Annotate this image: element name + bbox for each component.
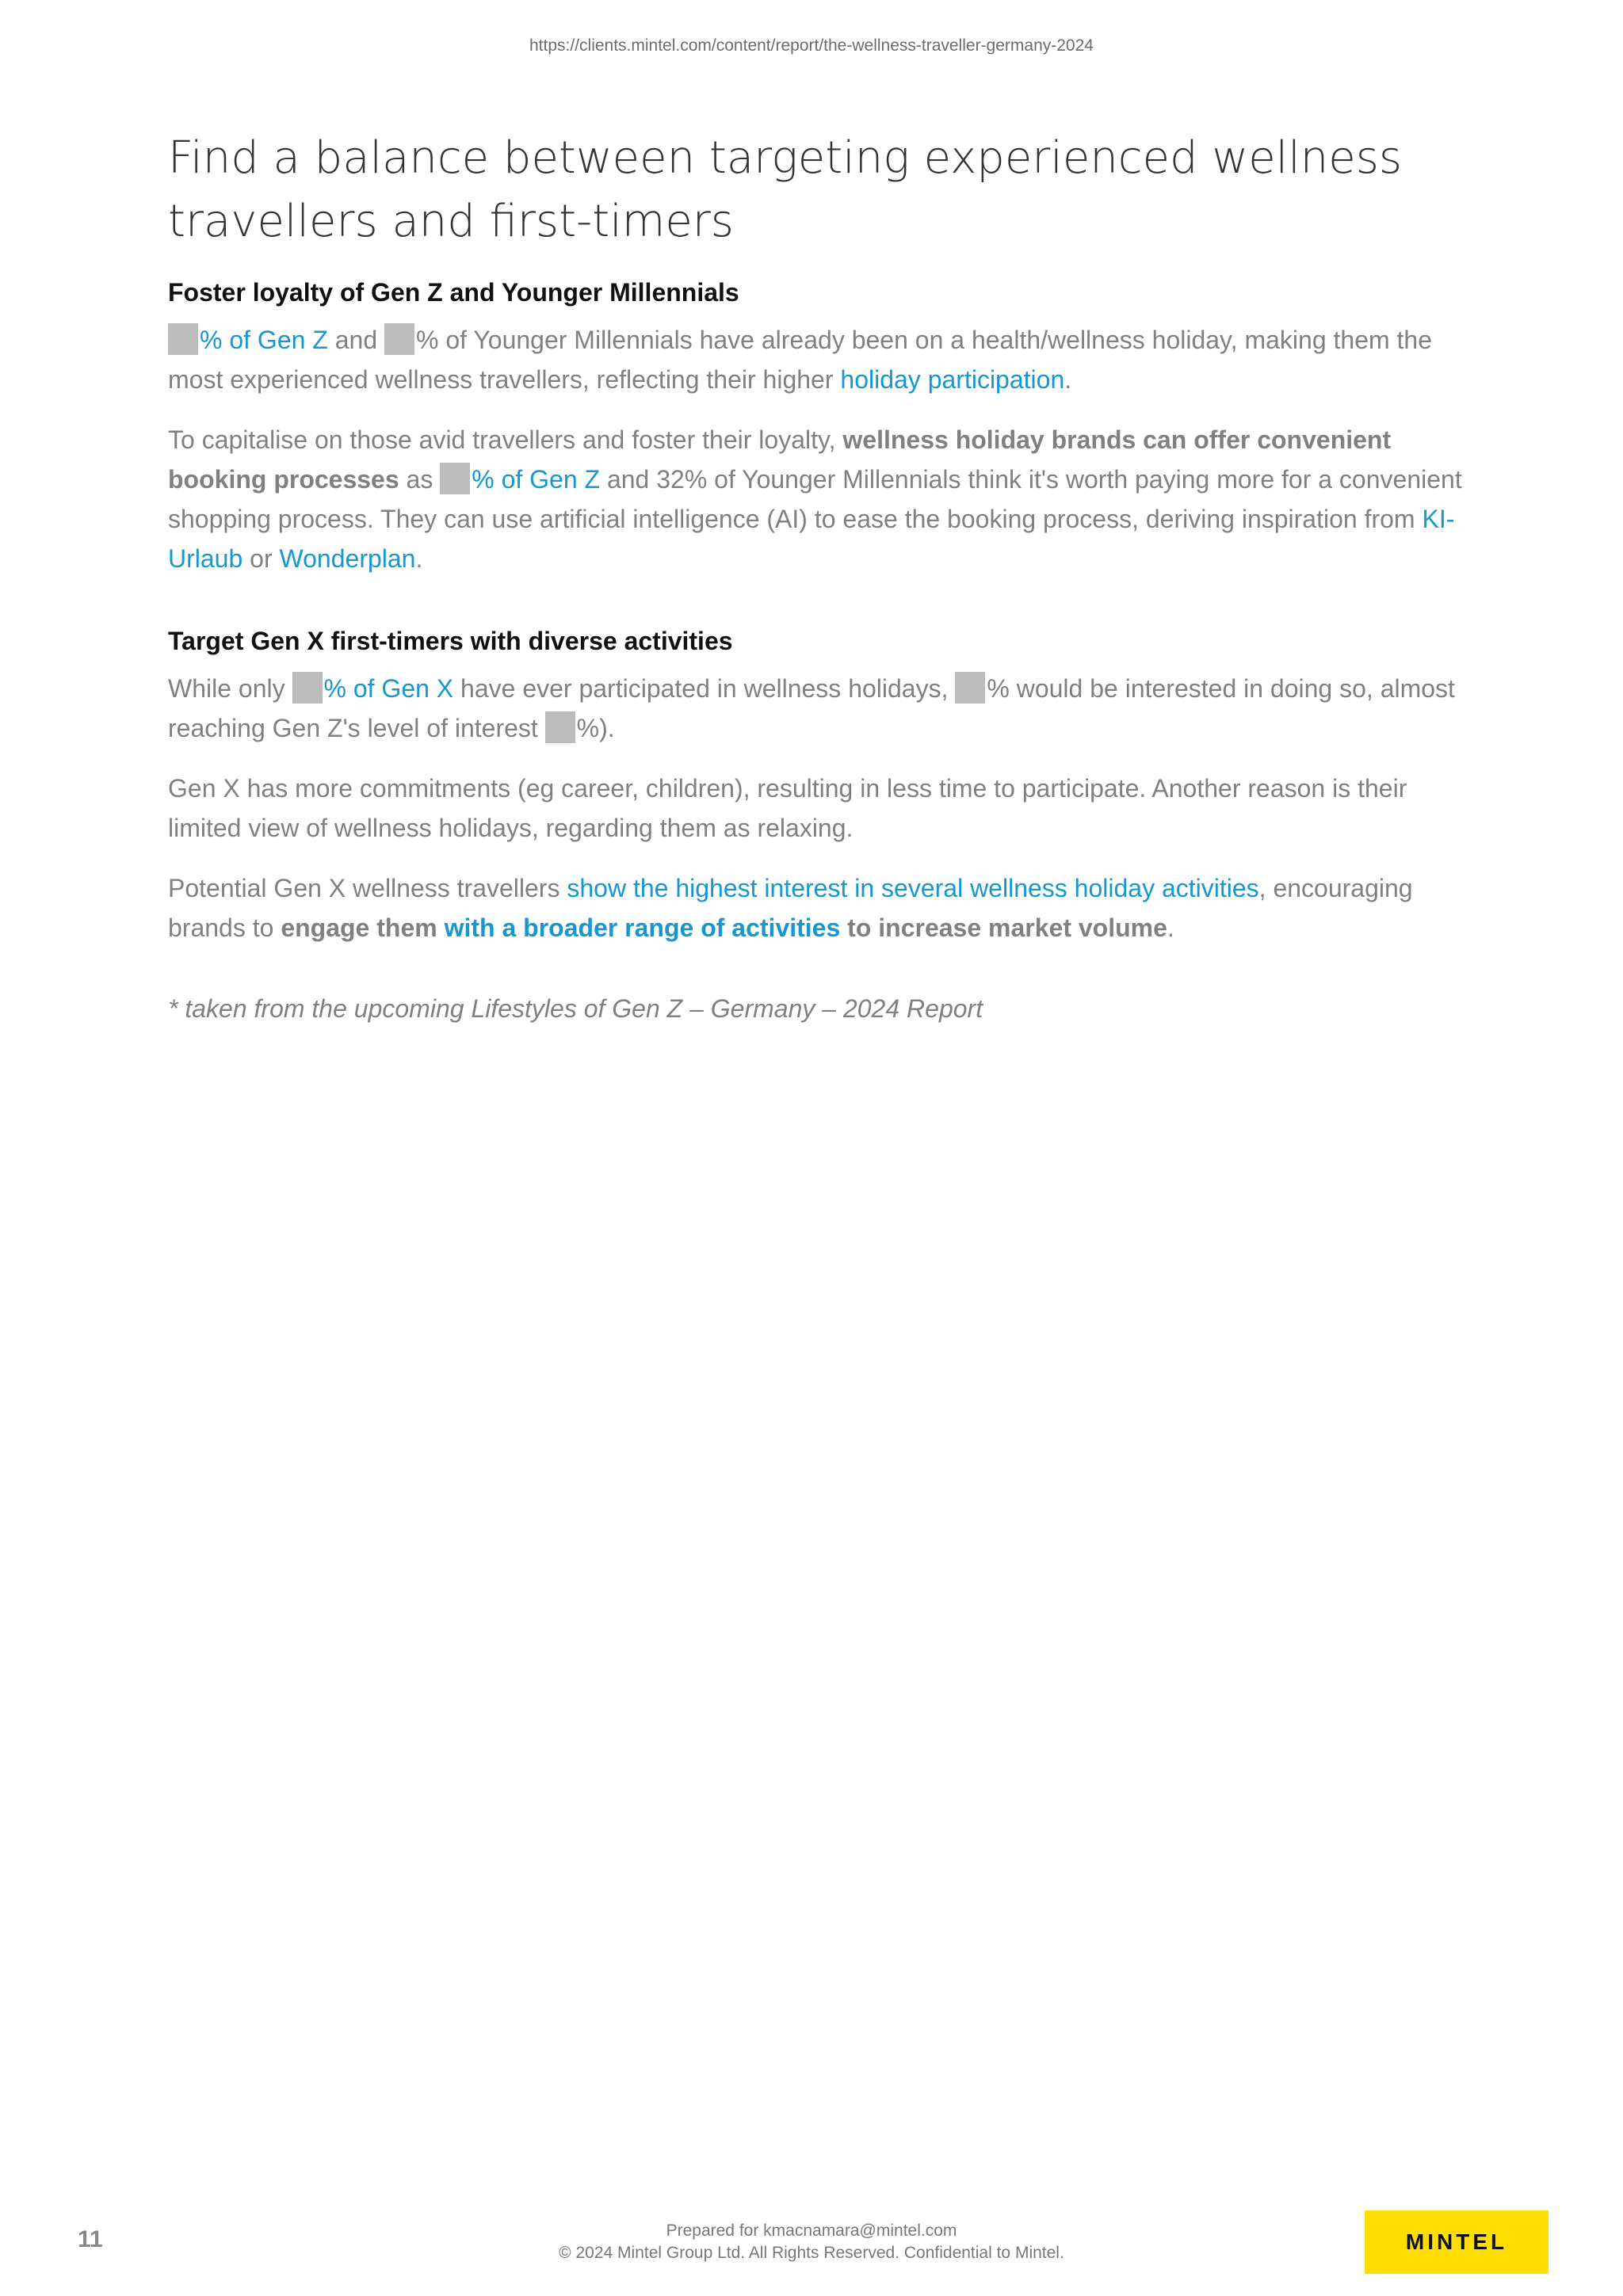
paragraph-gen-x-commitments: Gen X has more commitments (eg career, children), resulting in less time to participate. Another reason is their limited view of wellness holidays, regarding them as relaxing. (168, 774, 1407, 842)
link-gen-z-share[interactable]: % of Gen Z (200, 326, 328, 354)
link-gen-x-share[interactable]: % of Gen X (323, 674, 454, 703)
logo-text: MINTEL (1405, 2229, 1508, 2254)
mintel-logo (1365, 2210, 1549, 2274)
page-number: 11 (78, 2226, 103, 2252)
link-broader-range-activities[interactable]: with a broader range of activities (444, 913, 841, 942)
title-line-2: travellers and first-timers (168, 196, 734, 247)
page-url: https://clients.mintel.com/content/report/the-wellness-traveller-germany-2024 (529, 36, 1094, 55)
redacted-value (292, 672, 323, 704)
page-title (168, 127, 1468, 254)
redacted-value (545, 711, 575, 743)
redacted-value (384, 323, 414, 355)
paragraph-gen-x-participation: While only % of Gen X have ever participated in wellness holidays, % would be interested in doing so, almost reaching Gen Z's level of interest %). (168, 669, 1468, 748)
redacted-value (168, 323, 198, 355)
link-gen-z-convenience[interactable]: % of Gen Z (472, 465, 601, 494)
paragraph-experienced-travellers: % of Gen Z and % of Younger Millennials have already been on a health/wellness holiday, making them the most experienced wellness travellers, reflecting their higher holiday participation. (168, 320, 1468, 399)
copyright: © 2024 Mintel Group Ltd. All Rights Reserved. Confidential to Mintel. (559, 2244, 1064, 2262)
redacted-value (955, 672, 985, 704)
prepared-for: Prepared for kmacnamara@mintel.com (666, 2222, 957, 2240)
link-wonderplan[interactable]: Wonderplan (279, 544, 416, 573)
link-holiday-participation[interactable]: holiday participation (840, 365, 1065, 394)
paragraph-gen-x-activities: Potential Gen X wellness travellers show the highest interest in several wellness holiday activities, encouraging brands to engage them with a broader range of activities to increase market volume. (168, 874, 1413, 942)
link-wellness-activities[interactable]: show the highest interest in several wellness holiday activities (567, 874, 1259, 902)
main-content (168, 127, 1468, 1028)
section-heading-gen-z: Foster loyalty of Gen Z and Younger Millennials (168, 278, 739, 307)
redacted-value (440, 463, 470, 494)
link-ki-urlaub[interactable]: KI-Urlaub (168, 505, 1455, 573)
title-line-1: Find a balance between targeting experienced wellness (168, 132, 1403, 184)
section-heading-gen-x: Target Gen X first-timers with diverse activities (168, 627, 733, 655)
paragraph-booking-processes: To capitalise on those avid travellers and foster their loyalty, wellness holiday brands can offer convenient booking processes as % of Gen Z and 32% of Younger Millennials think it's worth paying more for a convenient shopping process. They can use artificial intelligence (AI) to ease the booking process, deriving inspiration from KI-Urlaub or Wonderplan. (168, 425, 1462, 573)
footnote: * taken from the upcoming Lifestyles of Gen Z – Germany – 2024 Report (168, 994, 983, 1023)
